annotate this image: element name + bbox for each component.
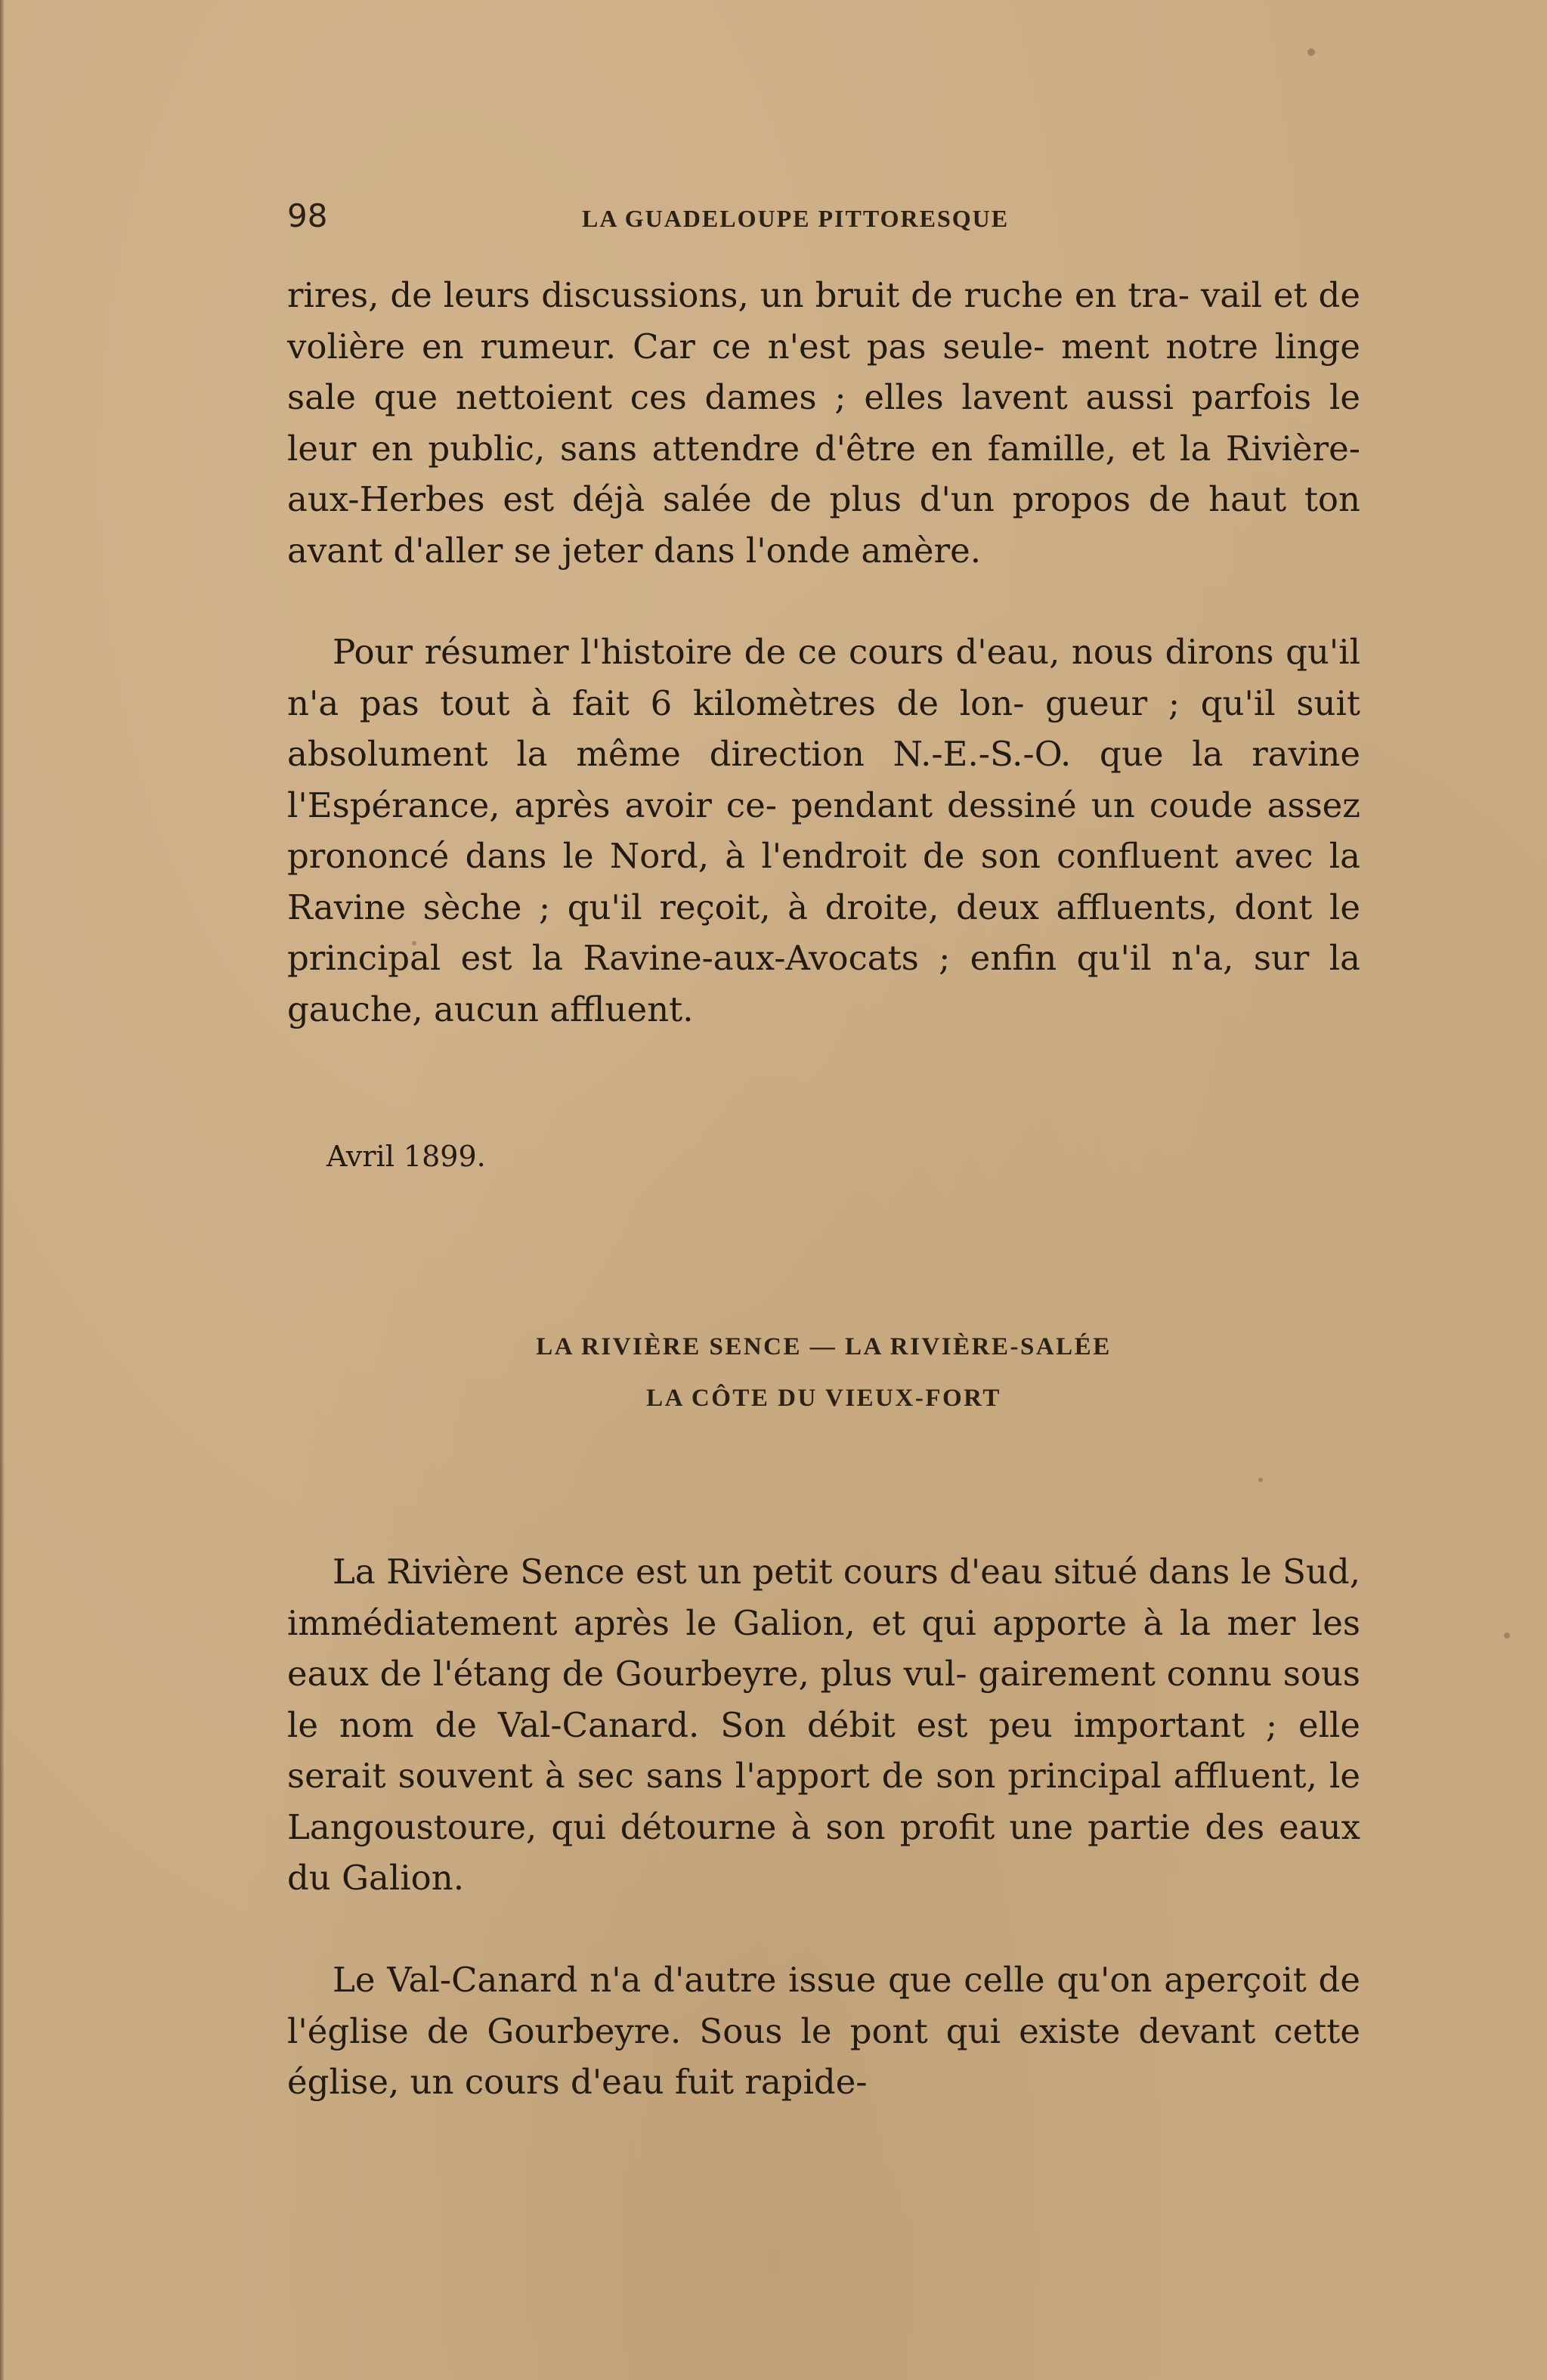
text-line: La Rivière Sence est un petit cours d'eau situé dans (333, 1552, 1230, 1592)
text-line: pendant dessiné un coude assez prononcé dans le (287, 785, 1361, 876)
running-title: LA GUADELOUPE PITTORESQUE (582, 205, 1010, 232)
text-line: Le Val-Canard n'a d'autre issue que celle qu'on (333, 1960, 1153, 2000)
text-line: N.-E.-S.-O. que la ravine l'Espérance, après avoir ce- (287, 734, 1360, 825)
paragraph-4 (287, 1954, 1360, 2108)
text-line: d'être en famille, et la Rivière-aux-Herbes est déjà (287, 428, 1360, 519)
page-header (287, 193, 1360, 239)
paper-speck (1504, 1633, 1510, 1639)
paragraph-3-text (287, 1546, 1360, 1904)
page-edge-shadow (0, 0, 5, 2380)
text-line: vail et de volière en rumeur. Car ce n'est pas seule- (287, 275, 1360, 367)
text-line: à la mer les eaux de l'étang de Gourbeyre, plus vul- (287, 1602, 1360, 1694)
text-line: dirons qu'il n'a pas tout à fait 6 kilomètres de lon- (287, 632, 1361, 723)
text-line: gairement connu sous le nom de Val-Canard. Son (287, 1654, 1360, 1745)
paragraph-4-text (287, 1954, 1360, 2108)
text-line: qui détourne à son profit une partie des eaux du (287, 1806, 1360, 1898)
paragraph-2 (287, 627, 1360, 1035)
text-line: débit est peu important ; elle serait souvent à sec sans (287, 1704, 1360, 1796)
paragraph-1-text (287, 270, 1360, 576)
section-heading-line-2: LA CÔTE DU VIEUX-FORT (646, 1385, 1001, 1412)
text-line: sèche ; qu'il reçoit, à droite, deux affluents, dont le (422, 887, 1360, 927)
text-line: principal est la Ravine-aux-Avocats ; enfin qu'il n'a, (287, 938, 1234, 978)
text-line: ment notre linge sale que nettoient ces dames ; elles (287, 326, 1360, 417)
text-line: rires, de leurs discussions, un bruit de ruche en tra- (287, 275, 1190, 315)
paragraph-2-text (287, 627, 1360, 1035)
text-line: existe devant cette église, un cours d'eau fuit rapide- (287, 2010, 1360, 2102)
paper-speck (1258, 1478, 1263, 1482)
text-line: salée de plus d'un propos de haut ton avant d'aller (287, 479, 1360, 571)
text-line: sur la gauche, aucun affluent. (287, 938, 1360, 1029)
text-line: Nord, à l'endroit de son confluent avec la Ravine (287, 836, 1361, 927)
text-line: aperçoit de l'église de Gourbeyre. Sous le pont qui (287, 1960, 1360, 2051)
paragraph-1 (287, 270, 1360, 576)
date-line: Avril 1899. (326, 1140, 486, 1173)
text-line: Galion. (342, 1858, 465, 1898)
text-line: lavent aussi parfois le leur en public, sans attendre (287, 377, 1360, 469)
paper-speck (1307, 48, 1315, 56)
text-line: le Sud, immédiatement après le Galion, et qui apporte (287, 1552, 1360, 1643)
text-line: Pour résumer l'histoire de ce cours d'eau, nous (333, 632, 1154, 672)
text-line: se jeter dans l'onde amère. (513, 530, 982, 571)
page-number: 98 (287, 197, 328, 234)
text-line: l'apport de son principal affluent, le Langoustoure, (287, 1756, 1361, 1847)
paragraph-3 (287, 1546, 1360, 1904)
text-line: gueur ; qu'il suit absolument la même direction (287, 682, 1360, 774)
section-heading-line-1: LA RIVIÈRE SENCE — LA RIVIÈRE-SALÉE (536, 1333, 1112, 1360)
